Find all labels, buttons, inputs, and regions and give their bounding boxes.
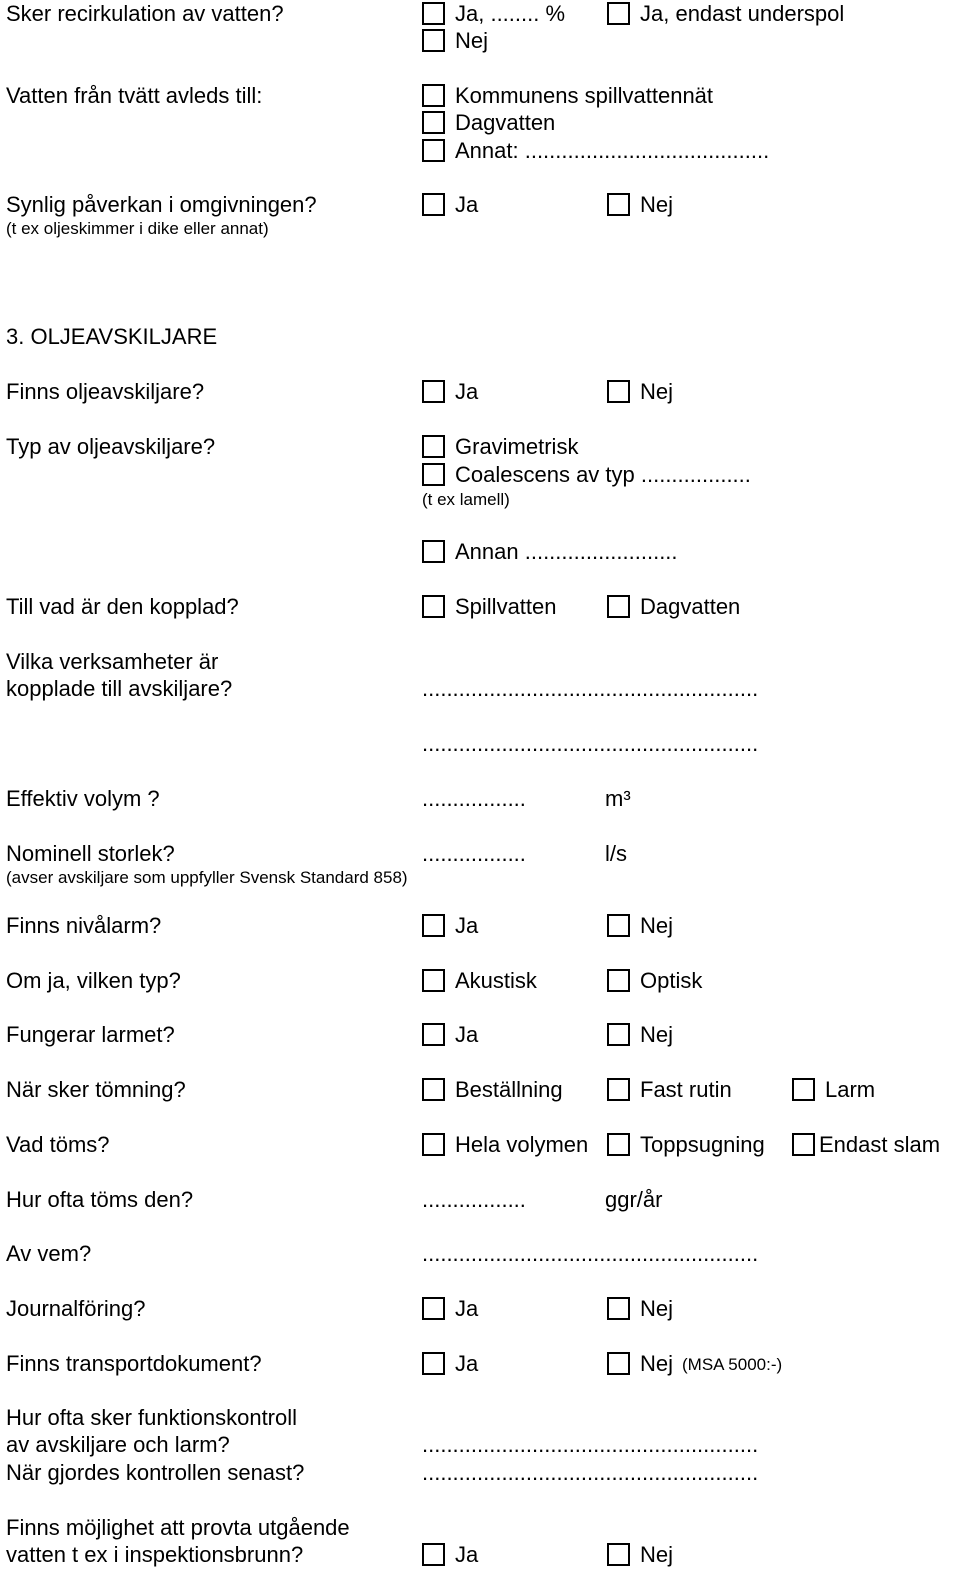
larmtyp-akustisk-label: Akustisk <box>455 968 537 993</box>
kontroll-question-line2: av avskiljare och larm? <box>6 1432 230 1457</box>
tomning-larm-label: Larm <box>825 1077 876 1102</box>
ofta-unit: ggr/år <box>605 1187 663 1212</box>
larmtyp-optisk-checkbox[interactable] <box>607 969 630 992</box>
recirk-nej-label: Nej <box>455 28 489 53</box>
prov-ja-label: Ja <box>455 1542 479 1567</box>
larmtyp-optisk-label: Optisk <box>640 968 703 993</box>
fungerar-ja-label: Ja <box>455 1022 479 1047</box>
transport-question: Finns transportdokument? <box>6 1351 262 1376</box>
paverkan-ja-checkbox[interactable] <box>422 193 445 216</box>
typ-grav-checkbox[interactable] <box>422 435 445 458</box>
toms-hela-checkbox[interactable] <box>422 1133 445 1156</box>
nivalarm-ja-label: Ja <box>455 913 479 938</box>
fungerar-nej-label: Nej <box>640 1022 674 1047</box>
fungerar-question: Fungerar larmet? <box>6 1022 175 1047</box>
paverkan-ja-label: Ja <box>455 192 479 217</box>
tvatt-dagvatten-checkbox[interactable] <box>422 111 445 134</box>
recirk-ja-pct-label: Ja, ........ % <box>455 1 566 26</box>
ofta-question: Hur ofta töms den? <box>6 1187 194 1212</box>
tomning-best-label: Beställning <box>455 1077 563 1102</box>
kopplad-spill-checkbox[interactable] <box>422 595 445 618</box>
toms-question: Vad töms? <box>6 1132 110 1157</box>
tvatt-annat-label: Annat: ........................................ <box>455 138 770 163</box>
transport-note: (MSA 5000:-) <box>682 1355 783 1374</box>
tomning-question: När sker tömning? <box>6 1077 186 1102</box>
vem-fill[interactable]: ....................................................... <box>422 1241 759 1266</box>
tvatt-annat-checkbox[interactable] <box>422 139 445 162</box>
tomning-fast-checkbox[interactable] <box>607 1078 630 1101</box>
kopplad-spill-label: Spillvatten <box>455 594 557 619</box>
prov-question-line1: Finns möjlighet att provta utgående <box>6 1515 350 1540</box>
vem-question: Av vem? <box>6 1241 92 1266</box>
prov-nej-checkbox[interactable] <box>607 1543 630 1566</box>
tvatt-kommun-checkbox[interactable] <box>422 84 445 107</box>
transport-ja-checkbox[interactable] <box>422 1352 445 1375</box>
kopplad-dag-checkbox[interactable] <box>607 595 630 618</box>
nominell-question: Nominell storlek? <box>6 841 175 866</box>
fungerar-ja-checkbox[interactable] <box>422 1023 445 1046</box>
kopplad-question: Till vad är den kopplad? <box>6 594 239 619</box>
journal-nej-label: Nej <box>640 1296 674 1321</box>
kontroll-question-line1: Hur ofta sker funktionskontroll <box>6 1405 298 1430</box>
tomning-larm-checkbox[interactable] <box>792 1078 815 1101</box>
volym-fill[interactable]: ................. <box>422 786 526 811</box>
finns-ja-label: Ja <box>455 379 479 404</box>
section-title: 3. OLJEAVSKILJARE <box>6 324 218 349</box>
recirk-nej-checkbox[interactable] <box>422 29 445 52</box>
recirk-ja-underspol-label: Ja, endast underspol <box>640 1 845 26</box>
journal-nej-checkbox[interactable] <box>607 1297 630 1320</box>
larmtyp-akustisk-checkbox[interactable] <box>422 969 445 992</box>
nominell-note: (avser avskiljare som uppfyller Svensk Standard 858) <box>6 868 408 887</box>
transport-nej-label: Nej <box>640 1351 674 1376</box>
finns-nej-checkbox[interactable] <box>607 380 630 403</box>
paverkan-note: (t ex oljeskimmer i dike eller annat) <box>6 219 269 238</box>
paverkan-nej-label: Nej <box>640 192 674 217</box>
transport-ja-label: Ja <box>455 1351 479 1376</box>
toms-topp-checkbox[interactable] <box>607 1133 630 1156</box>
recirk-question: Sker recirkulation av vatten? <box>6 1 284 26</box>
finns-question: Finns oljeavskiljare? <box>6 379 205 404</box>
journal-ja-checkbox[interactable] <box>422 1297 445 1320</box>
kontroll-fill-1[interactable]: ....................................................... <box>422 1432 759 1457</box>
tomning-fast-label: Fast rutin <box>640 1077 732 1102</box>
prov-ja-checkbox[interactable] <box>422 1543 445 1566</box>
recirk-ja-pct-checkbox[interactable] <box>422 2 445 25</box>
ofta-fill[interactable]: ................. <box>422 1187 526 1212</box>
typ-coal-checkbox[interactable] <box>422 463 445 486</box>
toms-topp-label: Toppsugning <box>640 1132 765 1157</box>
tvatt-question: Vatten från tvätt avleds till: <box>6 83 263 108</box>
tvatt-dagvatten-label: Dagvatten <box>455 110 556 135</box>
kontroll-question-line3: När gjordes kontrollen senast? <box>6 1460 305 1485</box>
prov-question-line2: vatten t ex i inspektionsbrunn? <box>6 1542 304 1567</box>
nominell-fill[interactable]: ................. <box>422 841 526 866</box>
kontroll-fill-2[interactable]: ....................................................... <box>422 1460 759 1485</box>
volym-unit: m³ <box>605 786 631 811</box>
journal-question: Journalföring? <box>6 1296 146 1321</box>
nivalarm-question: Finns nivålarm? <box>6 913 162 938</box>
typ-annan-checkbox[interactable] <box>422 540 445 563</box>
finns-ja-checkbox[interactable] <box>422 380 445 403</box>
toms-hela-label: Hela volymen <box>455 1132 589 1157</box>
recirk-ja-underspol-checkbox[interactable] <box>607 2 630 25</box>
prov-nej-label: Nej <box>640 1542 674 1567</box>
typ-note: (t ex lamell) <box>422 490 510 509</box>
journal-ja-label: Ja <box>455 1296 479 1321</box>
nivalarm-nej-label: Nej <box>640 913 674 938</box>
nivalarm-nej-checkbox[interactable] <box>607 914 630 937</box>
verksamheter-question-line2: kopplade till avskiljare? <box>6 676 233 701</box>
fungerar-nej-checkbox[interactable] <box>607 1023 630 1046</box>
volym-question: Effektiv volym ? <box>6 786 160 811</box>
typ-annan-label: Annan ......................... <box>455 539 678 564</box>
paverkan-question: Synlig påverkan i omgivningen? <box>6 192 317 217</box>
typ-question: Typ av oljeavskiljare? <box>6 434 216 459</box>
verksamheter-fill-1[interactable]: ....................................................... <box>422 676 759 701</box>
tvatt-kommun-label: Kommunens spillvattennät <box>455 83 714 108</box>
paverkan-nej-checkbox[interactable] <box>607 193 630 216</box>
kopplad-dag-label: Dagvatten <box>640 594 741 619</box>
typ-coal-label: Coalescens av typ .................. <box>455 462 751 487</box>
verksamheter-question-line1: Vilka verksamheter är <box>6 649 219 674</box>
larmtyp-question: Om ja, vilken typ? <box>6 968 181 993</box>
typ-grav-label: Gravimetrisk <box>455 434 579 459</box>
toms-slam-checkbox[interactable] <box>792 1133 815 1156</box>
finns-nej-label: Nej <box>640 379 674 404</box>
toms-slam-label: Endast slam <box>819 1132 941 1157</box>
verksamheter-fill-2[interactable]: ....................................................... <box>422 731 759 756</box>
nivalarm-ja-checkbox[interactable] <box>422 914 445 937</box>
transport-nej-checkbox[interactable] <box>607 1352 630 1375</box>
tomning-best-checkbox[interactable] <box>422 1078 445 1101</box>
nominell-unit: l/s <box>605 841 627 866</box>
